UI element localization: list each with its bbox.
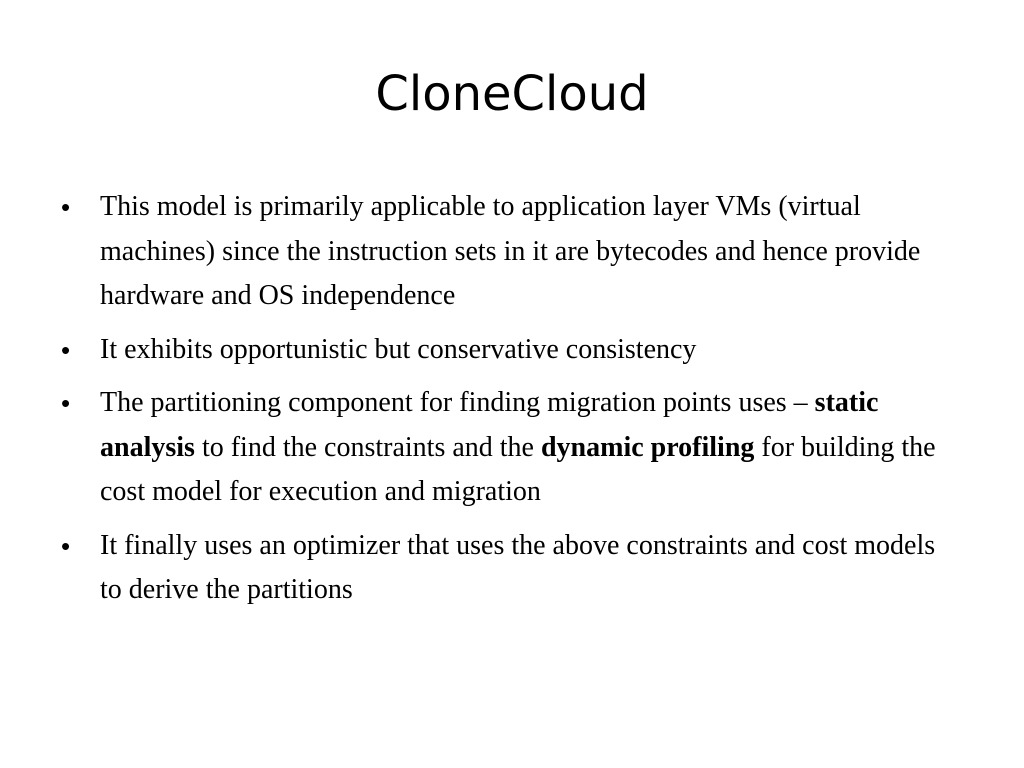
bullet-item-1 bbox=[58, 185, 958, 319]
bullet-item-3 bbox=[58, 381, 958, 515]
bullet-emphasis-static-analysis: static analysis bbox=[100, 387, 879, 463]
bullet-text-part: to find the constraints and the bbox=[194, 431, 541, 463]
bullet-text-part: This model is primarily applicable to application layer VMs (virtual machines) since the instruction sets in it are bytecodes and hence provide hardware and OS independence bbox=[100, 191, 921, 311]
bullet-item-2 bbox=[58, 328, 958, 373]
bullet-text bbox=[100, 334, 696, 365]
bullet-emphasis-dynamic-profiling: dynamic profiling bbox=[540, 431, 755, 463]
bullet-text bbox=[100, 387, 936, 507]
bullet-dot-icon: • bbox=[61, 530, 71, 561]
bullet-dot-icon: • bbox=[61, 334, 71, 365]
bullet-text bbox=[100, 191, 920, 311]
bullet-item-4 bbox=[58, 524, 958, 613]
bullet-dot-icon: • bbox=[61, 388, 71, 418]
bullet-text bbox=[100, 530, 935, 606]
slide-title: CloneCloud bbox=[375, 66, 649, 122]
bullet-list bbox=[58, 185, 958, 622]
bullet-text-part: The partitioning component for finding migration points uses – bbox=[100, 387, 815, 418]
bullet-text-part: It exhibits opportunistic but conservative consistency bbox=[100, 333, 697, 365]
bullet-text-part: for building the cost model for execution and migration bbox=[100, 431, 936, 507]
bullet-text-part: It finally uses an optimizer that uses the above constraints and cost models to derive the partitions bbox=[100, 529, 936, 605]
bullet-dot-icon: • bbox=[61, 192, 71, 222]
